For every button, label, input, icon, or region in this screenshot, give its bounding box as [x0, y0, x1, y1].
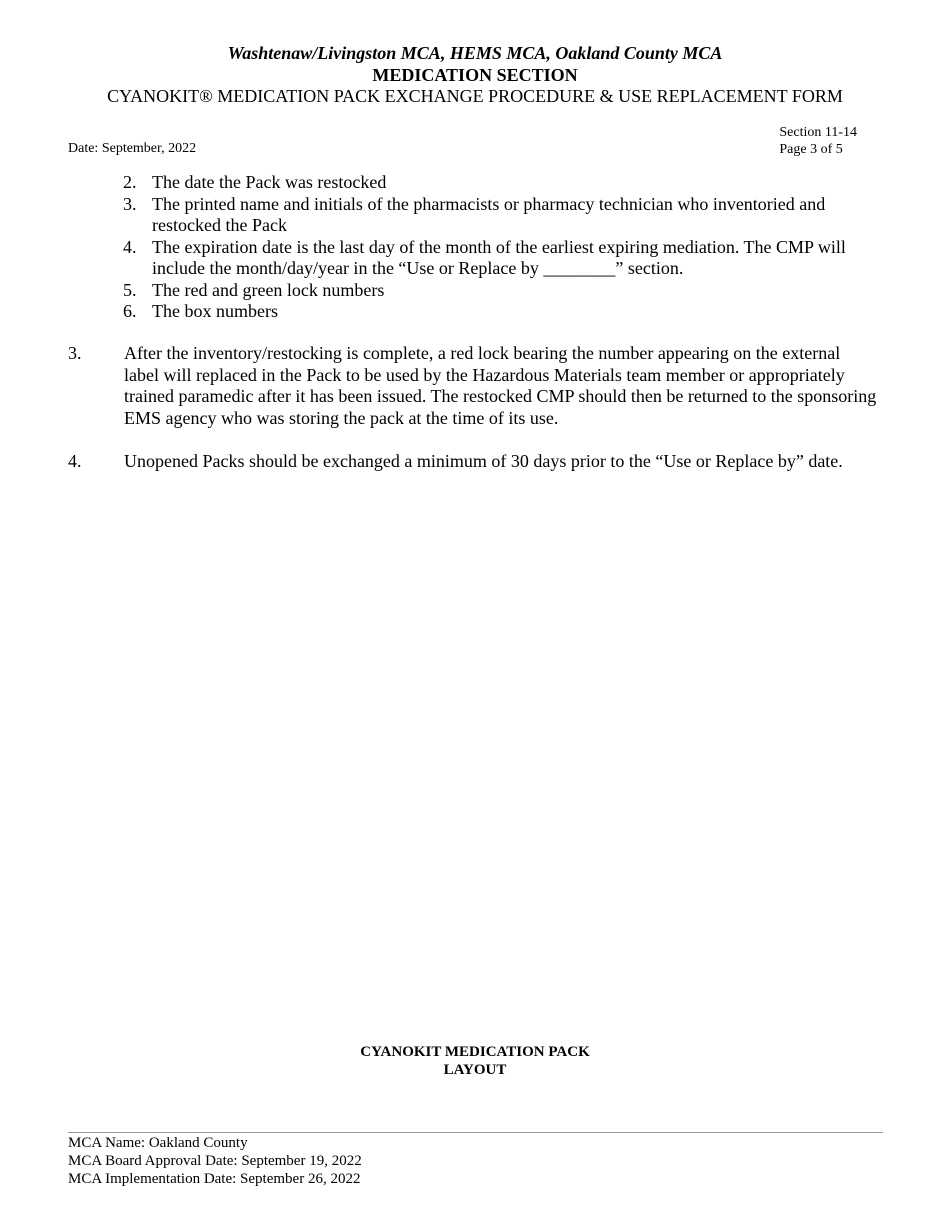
section-number: Section 11-14 — [779, 125, 857, 140]
section-page-info — [779, 124, 857, 158]
list-item-number: 2. — [123, 172, 137, 192]
procedure-step-4 — [68, 451, 878, 473]
header-agencies: Washtenaw/Livingston MCA, HEMS MCA, Oakland County MCA — [227, 43, 723, 63]
list-item — [123, 194, 883, 237]
list-item-text: The expiration date is the last day of the month of the earliest expiring mediation. The CMP will include the month/day/year in the “Use or Replace by ________” section. — [152, 236, 846, 278]
pack-layout-title-line2: LAYOUT — [443, 1062, 507, 1078]
page-number: Page 3 of 5 — [779, 142, 843, 157]
step-number: 3. — [68, 343, 82, 363]
list-item-text: The box numbers — [152, 301, 278, 321]
list-item — [123, 172, 883, 194]
footer-divider — [68, 1132, 883, 1133]
step-text: After the inventory/restocking is complete, a red lock bearing the number appearing on the external label will replaced in the Pack to be used by the Hazardous Materials team member or appropriately trained paramedic after it has been issued. The restocked CMP should then be returned to the sponsoring EMS agency who was storing the pack at the time of its use. — [124, 343, 877, 428]
footer-mca-name: MCA Name: Oakland County — [68, 1135, 248, 1151]
footer — [68, 1134, 362, 1188]
list-item — [123, 280, 883, 302]
pack-layout-title — [0, 1043, 950, 1079]
list-item — [123, 301, 883, 323]
list-item-text: The date the Pack was restocked — [152, 172, 387, 192]
document-date: Date: September, 2022 — [68, 141, 197, 156]
list-item-text: The red and green lock numbers — [152, 279, 385, 300]
step-number: 4. — [68, 451, 82, 471]
list-item-number: 4. — [123, 236, 137, 257]
list-item-number: 5. — [123, 279, 137, 300]
list-item-text: The printed name and initials of the pharmacists or pharmacy technician who inventoried and restocked the Pack — [152, 193, 826, 235]
step-text: Unopened Packs should be exchanged a minimum of 30 days prior to the “Use or Replace by” date. — [124, 451, 843, 471]
pack-layout-title-line1: CYANOKIT MEDICATION PACK — [360, 1044, 590, 1060]
label-contents-list — [123, 172, 883, 323]
header-section-title: MEDICATION SECTION — [372, 65, 578, 85]
list-item — [123, 237, 883, 280]
header-form-title: CYANOKIT® MEDICATION PACK EXCHANGE PROCEDURE & USE REPLACEMENT FORM — [107, 86, 843, 106]
list-item-number: 3. — [123, 193, 137, 214]
footer-implementation-date: MCA Implementation Date: September 26, 2022 — [68, 1171, 361, 1187]
footer-board-approval-date: MCA Board Approval Date: September 19, 2022 — [68, 1153, 362, 1169]
procedure-step-3 — [68, 343, 878, 429]
list-item-number: 6. — [123, 301, 137, 321]
